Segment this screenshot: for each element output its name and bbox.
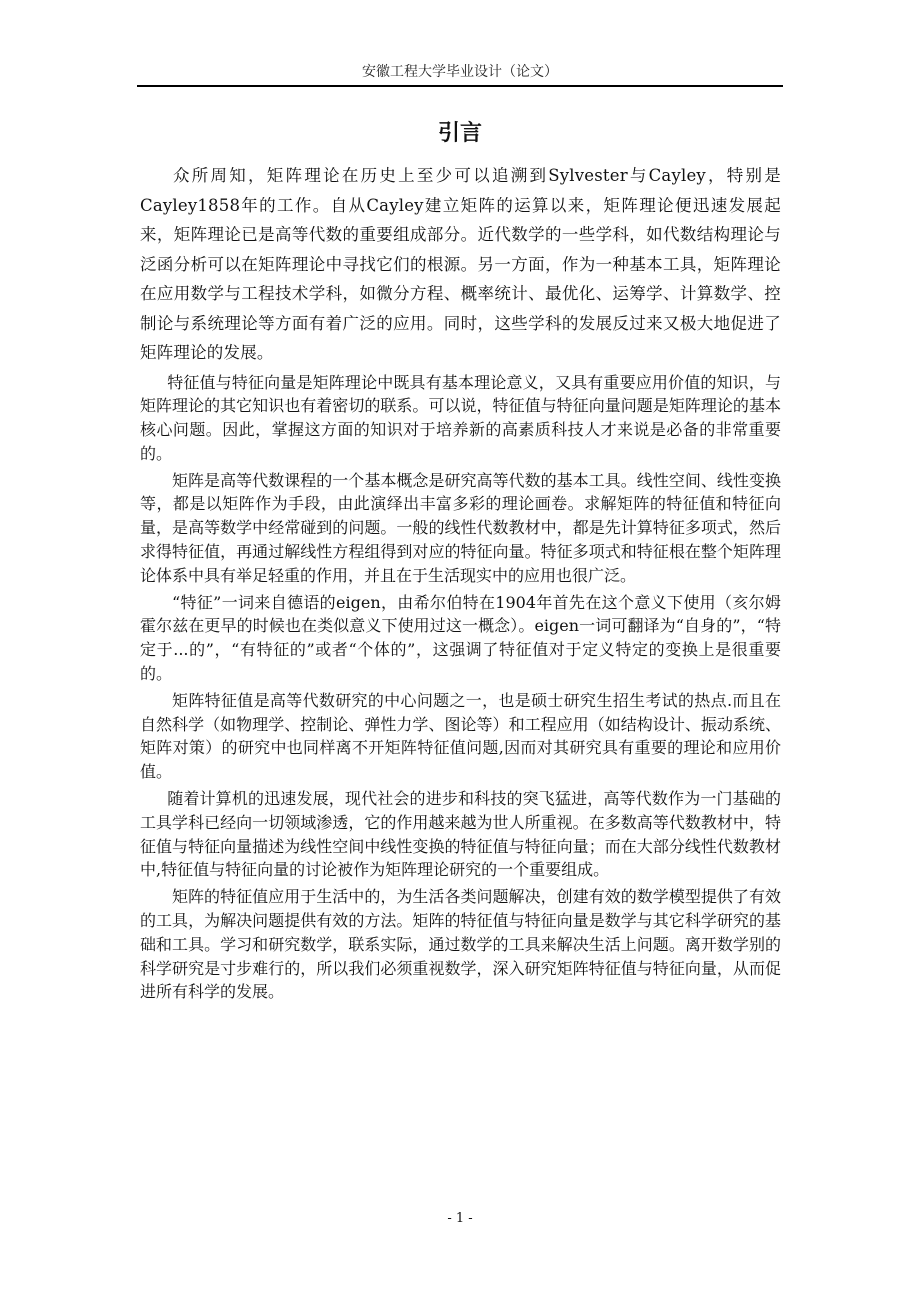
paragraph-2: 特征值与特征向量是矩阵理论中既具有基本理论意义，又具有重要应用价值的知识，与矩阵理论的其它知识也有着密切的联系。可以说，特征值与特征向量问题是矩阵理论的基本核心问题。因此，掌握这方面的知识对于培养新的高素质科技人才来说是必备的非常重要的。: [140, 372, 781, 463]
running-header: 安徽工程大学毕业设计（论文）: [362, 64, 558, 80]
paragraph-7: 矩阵的特征值应用于生活中的，为生活各类问题解决，创建有效的数学模型提供了有效的工具，为解决问题提供有效的方法。矩阵的特征值与特征向量是数学与其它科学研究的基础和工具。学习和研究数学，联系实际，通过数学的工具来解决生活上问题。离开数学别的科学研究是寸步难行的，所以我们必须重视数学，深入研究矩阵特征值与特征向量，从而促进所有科学的发展。: [140, 887, 781, 1002]
paragraph-3: 矩阵是高等代数课程的一个基本概念是研究高等代数的基本工具。线性空间、线性变换等，都是以矩阵作为手段，由此演绎出丰富多彩的理论画卷。求解矩阵的特征值和特征向量，是高等数学中经常碰到的问题。一般的线性代数教材中，都是先计算特征多项式，然后求得特征值，再通过解线性方程组得到对应的特征向量。特征多项式和特征根在整个矩阵理论体系中具有举足轻重的作用，并且在于生活现实中的应用也很广泛。: [140, 470, 781, 585]
paragraph-4: “特征”一词来自德语的eigen，由希尔伯特在1904年首先在这个意义下使用（亥尔姆霍尔兹在更早的时候也在类似意义下使用过这一概念）。eigen一词可翻译为“自身的”，“特定于...的”，“有特征的”或者“个体的”，这强调了特征值对于定义特定的变换上是很重要的。: [140, 592, 781, 684]
page-title: 引言: [437, 121, 482, 146]
paragraph-6: 随着计算机的迅速发展，现代社会的进步和科技的突飞猛进，高等代数作为一门基础的工具学科已经向一切领域渗透，它的作用越来越为世人所重视。在多数高等代数教材中，特征值与特征向量描述为线性空间中线性变换的特征值与特征向量；而在大部分线性代数教材中,特征值与特征向量的讨论被作为矩阵理论研究的一个重要组成。: [140, 789, 781, 880]
paragraph-1: 众所周知，矩阵理论在历史上至少可以追溯到Sylvester与Cayley，特别是Cayley1858年的工作。自从Cayley建立矩阵的运算以来，矩阵理论便迅速发展起来，矩阵理论已是高等代数的重要组成部分。近代数学的一些学科，如代数结构理论与泛函分析可以在矩阵理论中寻找它们的根源。另一方面，作为一种基本工具，矩阵理论在应用数学与工程技术学科，如微分方程、概率统计、最优化、运筹学、计算数学、控制论与系统理论等方面有着广泛的应用。同时，这些学科的发展反过来又极大地促进了矩阵理论的发展。: [140, 166, 781, 362]
page-number: - 1 -: [447, 1211, 473, 1226]
paragraph-5: 矩阵特征值是高等代数研究的中心问题之一，也是硕士研究生招生考试的热点.而且在自然科学（如物理学、控制论、弹性力学、图论等）和工程应用（如结构设计、振动系统、矩阵对策）的研究中也同样离不开矩阵特征值问题,因而对其研究具有重要的理论和应用价值。: [140, 690, 781, 782]
header-divider: [137, 85, 783, 87]
body-text: [140, 161, 781, 1004]
